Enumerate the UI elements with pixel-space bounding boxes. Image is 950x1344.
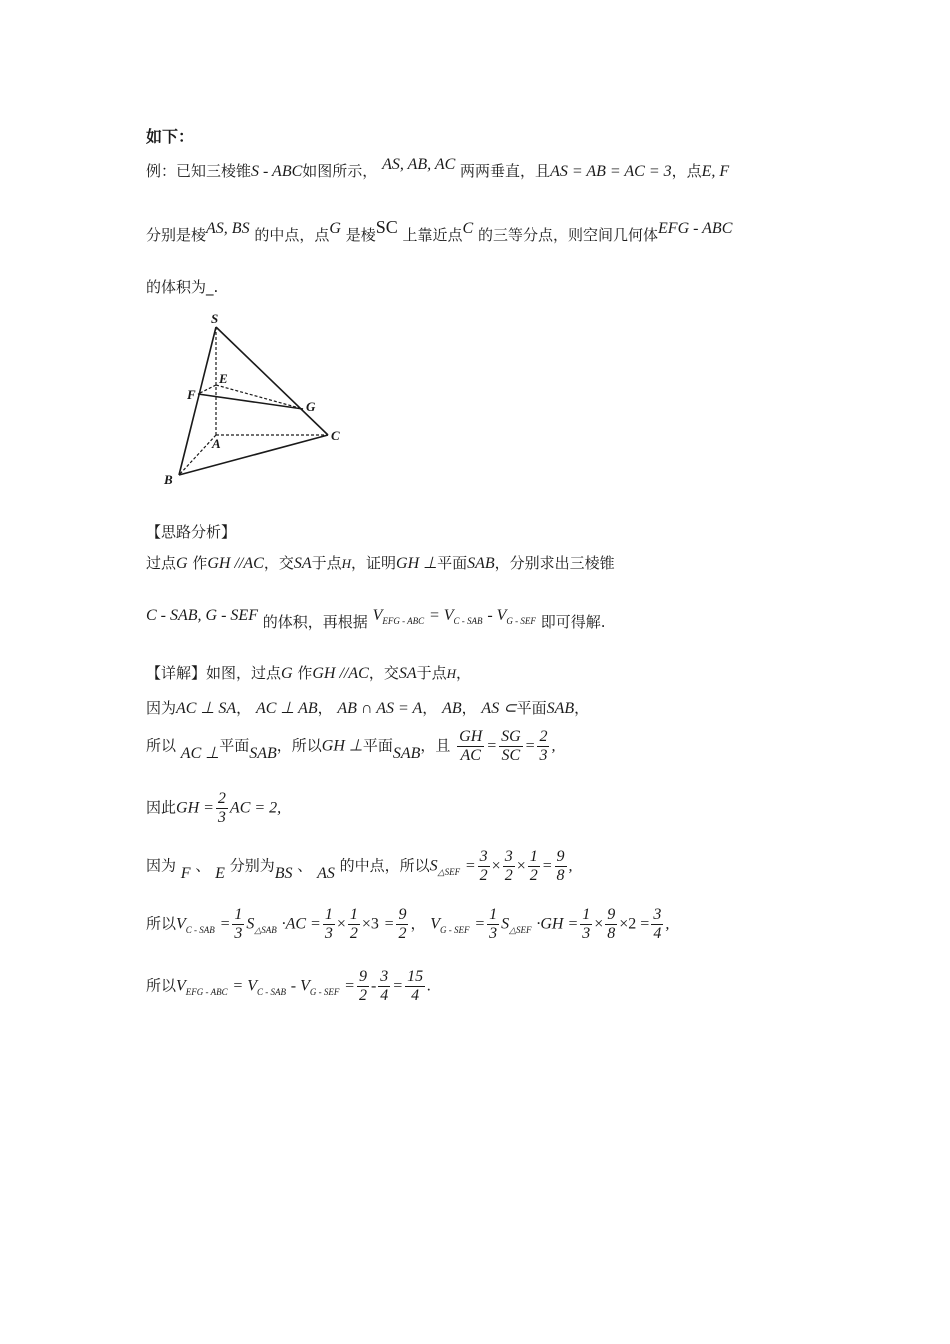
math: AS, BS [206,220,250,237]
numerator: 1 [489,906,498,923]
math: ×2 = [619,915,650,933]
math: × [594,915,604,933]
fraction [487,906,499,943]
label-B: B [164,472,173,487]
text: ，证明 [351,554,397,572]
detail-line-3 [146,728,555,765]
text: 分别是棱 [146,226,207,244]
fraction [537,728,549,765]
math: AC ⊥ [180,744,220,762]
math: V [176,977,186,995]
numerator: SG [501,728,521,745]
math: × [491,857,501,875]
text: ， [422,699,438,717]
math: BS [274,864,293,882]
numerator: 9 [358,968,367,985]
math: G [329,220,341,237]
text: ，所以 [276,736,322,755]
text: 的中点，所以 [339,856,430,875]
denominator: 8 [607,925,616,942]
math: = [541,857,553,875]
text: 于点 [416,664,447,682]
math: = [486,737,498,755]
detail-line-2 [146,697,589,718]
numerator: 3 [479,848,488,865]
math: SAB [546,700,575,717]
subscript: △SEF [437,866,461,877]
subscript: △SEF [509,924,532,935]
math: GH ⊥ [396,555,438,572]
text: 两两垂直，且 [460,162,551,180]
problem-line-1 [146,156,730,181]
subscript: EFG - ABC [185,986,228,997]
math: - [370,977,377,995]
denominator: 4 [411,987,420,1004]
numerator: 9 [398,906,407,923]
detail-line-7 [146,968,431,1005]
math: S - ABC [251,163,303,180]
math: ·AC = [281,915,321,933]
math: - V [487,607,507,624]
label-S: S [211,311,219,326]
text: 因为 [146,856,177,875]
text: 作 [297,664,313,682]
denominator: 2 [398,925,407,942]
subscript: EFG - ABC [382,616,425,626]
math: . [427,977,432,995]
math: = [383,915,395,933]
denominator: 3 [539,747,548,764]
numerator: 3 [380,968,389,985]
fraction [555,848,567,885]
numerator: 15 [407,968,424,985]
edge-BC [179,435,328,475]
subscript: G - SEF [309,986,340,997]
math: × [516,857,526,875]
subscript: G - SEF [506,616,536,626]
text: 是棱 [345,226,376,244]
math: SAB [249,744,277,762]
text: 过点 [146,554,177,572]
text: 【思路分析】 [146,523,237,541]
denominator: 3 [582,925,591,942]
problem-line-3 [146,276,218,297]
text: 作 [192,554,208,572]
text: 上靠近点 [402,226,463,244]
text: 平面 [362,736,393,755]
edge-EG [216,385,303,409]
fraction [503,848,515,885]
detail-line-5 [146,848,573,885]
text: 即可得解. [540,613,606,631]
fraction [396,906,408,943]
math: AC ⊥ SA [176,700,237,717]
text: ， [317,699,333,717]
math: G [281,665,293,682]
math: E, F [701,163,730,180]
text: ，点 [671,162,702,180]
fraction [232,906,244,943]
denominator: SC [501,747,521,764]
text: 、 [297,856,313,875]
text: ， [456,664,472,682]
analysis-line-2 [146,604,606,631]
edge-SC [216,327,328,435]
text: 于点 [311,554,342,572]
numerator: GH [459,728,483,745]
text: 的体积为_. [146,278,219,296]
label-G: G [306,399,316,414]
math: AS, AB, AC [382,156,456,173]
math: SAB [392,744,421,762]
text: 的三等分点，则空间几何体 [478,226,659,244]
denominator: 8 [556,867,565,884]
math: , [665,915,670,933]
math: C [462,220,474,237]
math: AB ∩ AS = A [337,700,423,717]
math: = [474,915,486,933]
math: - V [290,977,310,995]
text: 因此 [146,798,177,817]
denominator: 3 [489,925,498,942]
text: ， [236,699,252,717]
math: = [464,857,476,875]
label-A: A [212,436,221,451]
math: = [392,977,404,995]
math: AB [442,700,462,717]
text: 【详解】如图，过点 [146,664,282,682]
math: , [277,799,282,817]
fraction [216,790,228,827]
math: GH ⊥ [321,737,363,755]
math: , [568,857,573,875]
denominator: AC [460,747,481,764]
fraction [348,906,360,943]
fraction [580,906,592,943]
denominator: 3 [324,925,333,942]
subscript: G - SEF [440,924,470,935]
edge-SB [179,327,216,475]
math: C - SAB, G - SEF [146,607,258,624]
numerator: 2 [539,728,548,745]
math: S [501,915,510,933]
denominator: 2 [358,987,367,1004]
text: ， [410,914,426,933]
math: × [336,915,346,933]
section-heading: 如下： [146,127,195,146]
numerator: 1 [234,906,243,923]
math: V [372,607,383,624]
pyramid-figure [150,308,360,493]
label-F: F [187,387,196,402]
math: EFG - ABC [658,220,733,237]
denominator: 4 [653,925,662,942]
math: SAB [467,555,495,572]
text: 所以 [146,914,177,933]
detail-line-4 [146,790,281,827]
text: 平面 [437,554,468,572]
math: = V [428,607,454,624]
numerator: 1 [529,848,538,865]
fraction [405,968,425,1005]
numerator: 1 [582,906,591,923]
subscript: C - SAB [453,616,483,626]
fraction [378,968,390,1005]
math: F [180,864,191,882]
math: = [344,977,355,995]
fraction [605,906,617,943]
text: 的体积，再根据 [262,613,368,631]
math: GH = [176,799,214,817]
text: 分别为 [229,856,275,875]
text: 所以 [146,736,177,755]
numerator: 9 [607,906,616,923]
math: G [176,555,188,572]
text: 、 [195,856,211,875]
fraction [357,968,369,1005]
fraction [499,728,523,765]
text: ， [574,699,590,717]
detail-line-1 [146,662,471,683]
subscript: △SAB [254,924,277,935]
math: AC ⊥ AB [255,700,318,717]
numerator: 3 [504,848,513,865]
math: , [551,737,556,755]
numerator: 3 [653,906,662,923]
math: AS [317,864,335,882]
text: 因为 [146,699,177,717]
math: H [341,556,352,571]
math: ·GH = [536,915,579,933]
math: = [219,915,231,933]
label-E: E [219,371,228,386]
math: = [524,737,536,755]
denominator: 3 [234,925,243,942]
denominator: 3 [217,809,226,826]
math: AS = AB = AC = 3 [550,163,672,180]
math: = V [232,977,257,995]
math: S [246,915,255,933]
fraction [651,906,663,943]
fraction [478,848,490,885]
analysis-line-1 [146,552,615,573]
fraction [457,728,484,765]
math: SC [375,217,398,237]
math: H [446,666,457,681]
text: ，交 [263,554,294,572]
math: GH //AC [312,665,369,682]
text: ，且 [420,736,451,755]
numerator: 9 [556,848,565,865]
subscript: C - SAB [256,986,286,997]
fraction [528,848,540,885]
text: ，交 [368,664,399,682]
text: ，分别求出三棱锥 [494,554,615,572]
fraction [323,906,335,943]
analysis-heading [146,521,236,542]
math: V [176,915,186,933]
math: S [429,857,438,875]
problem-line-2 [146,217,733,245]
math: AS ⊂ [481,700,517,717]
text: ， [461,699,477,717]
text: 例：已知三棱锥 [146,162,252,180]
math: SA [398,665,417,682]
math: SA [293,555,312,572]
denominator: 4 [380,987,389,1004]
subscript: C - SAB [185,924,215,935]
text: 平面 [516,699,547,717]
math: E [215,864,225,882]
numerator: 2 [217,790,226,807]
denominator: 2 [504,867,513,884]
math: GH //AC [207,555,264,572]
label-C: C [331,428,340,443]
text: 的中点，点 [254,226,330,244]
math: AC = 2 [229,799,278,817]
text: 所以 [146,976,177,995]
denominator: 2 [349,925,358,942]
text: 如图所示， [302,162,378,180]
math: V [430,915,441,933]
detail-line-6 [146,906,669,943]
text: 平面 [219,736,250,755]
denominator: 2 [479,867,488,884]
math: ×3 [361,915,379,933]
denominator: 2 [529,867,538,884]
numerator: 1 [349,906,358,923]
numerator: 1 [324,906,333,923]
